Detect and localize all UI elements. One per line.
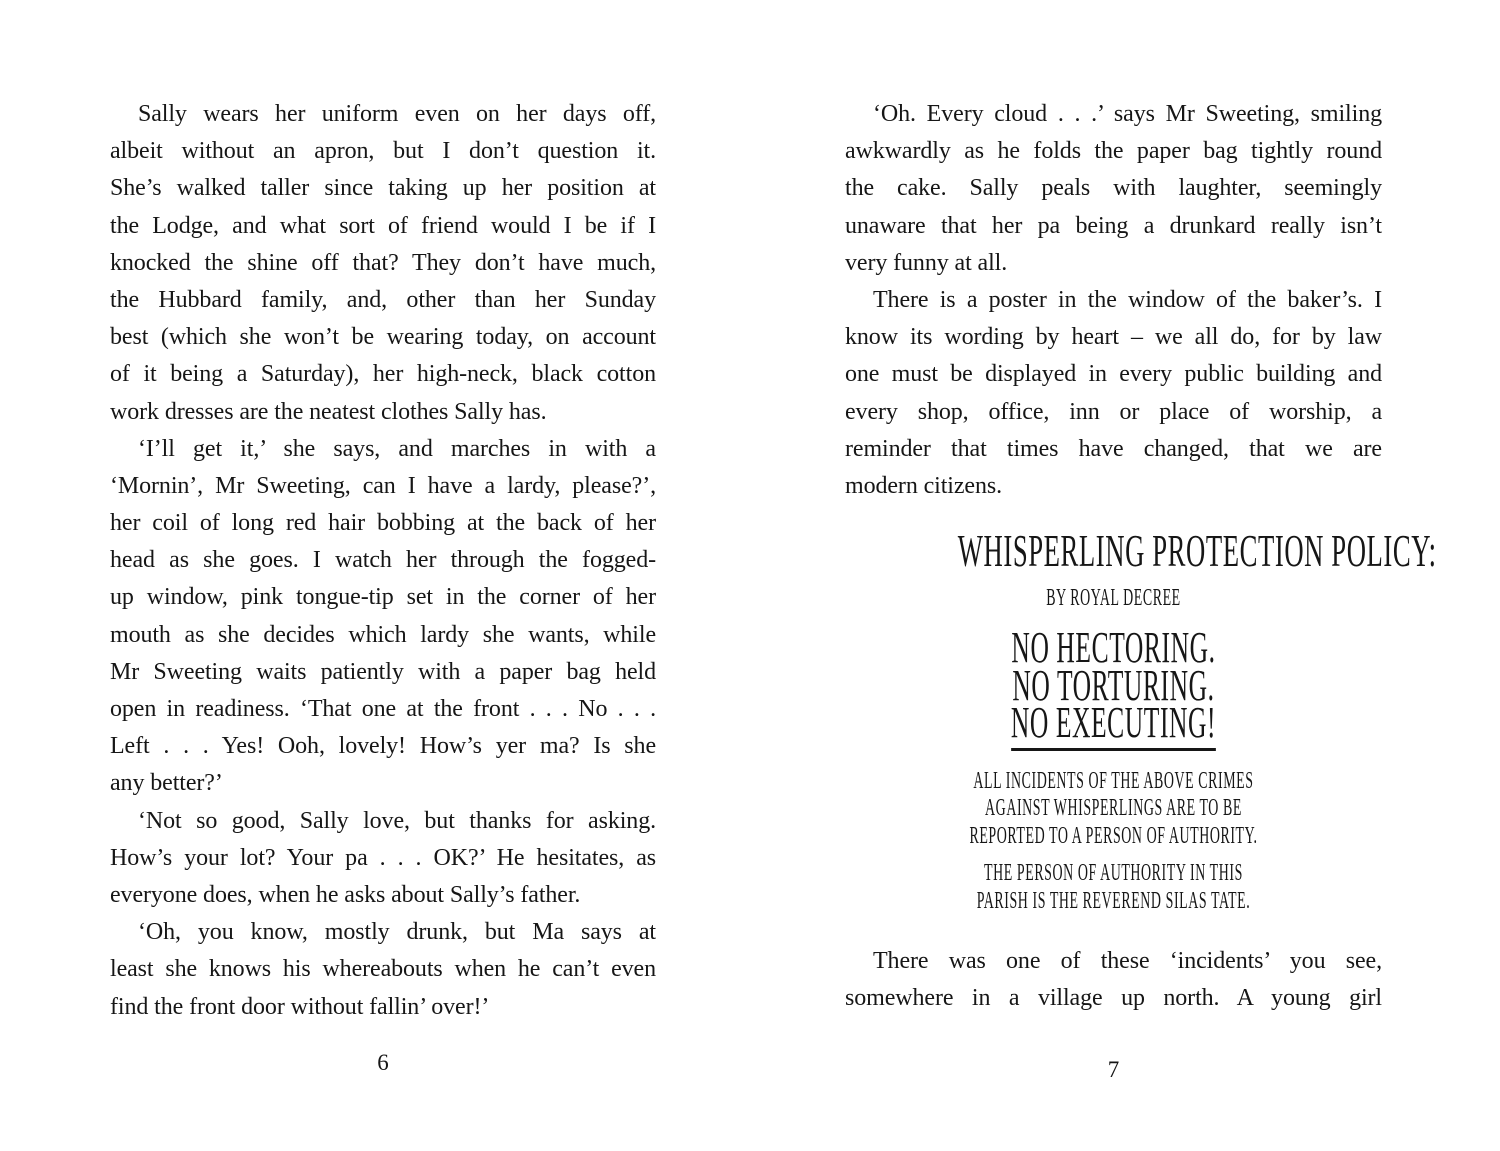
text-line: ‘Oh, you know, mostly drunk, but Ma says at [138, 919, 656, 946]
text-line: any better?’ [110, 770, 223, 797]
page-left-body-text [110, 96, 656, 1026]
poster-text-line: PARISH IS THE REVEREND SILAS TATE. [976, 887, 1251, 914]
poster-text-line: ALL INCIDENTS OF THE ABOVE CRIMES [973, 767, 1254, 794]
text-line: one must be displayed in every public building and [845, 361, 1382, 388]
text-line: albeit without an apron, but I don’t question it. [110, 138, 656, 165]
poster-rule-text: NO EXECUTING! [1011, 698, 1216, 751]
poster-text-line: THE PERSON OF AUTHORITY IN THIS [984, 860, 1243, 887]
page-right-body-text-bottom [845, 943, 1382, 1017]
text-line: unaware that her pa being a drunkard really isn’t [845, 212, 1382, 239]
text-line: know its wording by heart – we all do, for by law [845, 324, 1382, 351]
text-line: the Hubbard family, and, other than her Sunday [110, 286, 656, 313]
page-right-body-text-top [845, 96, 1382, 505]
whisperling-protection-poster [845, 523, 1437, 915]
text-line: work dresses are the neatest clothes Sally has. [110, 398, 547, 425]
text-line: the Lodge, and what sort of friend would I be if I [110, 212, 656, 239]
text-line: mouth as she decides which lardy she wants, while [110, 621, 656, 648]
poster-text-line: AGAINST WHISPERLINGS ARE TO BE [985, 795, 1242, 822]
text-line: find the front door without fallin’ over!’ [110, 993, 490, 1020]
text-line: ‘I’ll get it,’ she says, and marches in with a [138, 435, 656, 462]
poster-rule-text: NO TORTURING. [1012, 660, 1215, 710]
text-line: knocked the shine off that? They don’t have much, [110, 249, 656, 276]
text-line: How’s your lot? Your pa . . . OK?’ He hesitates, as [110, 844, 656, 871]
text-line: every shop, office, inn or place of worship, a [845, 398, 1382, 425]
paragraph [110, 914, 656, 1026]
paragraph [845, 96, 1382, 282]
poster-rule-text: NO HECTORING. [1011, 623, 1216, 673]
text-line: There is a poster in the window of the baker’s. I [873, 286, 1382, 313]
text-line: reminder that times have changed, that we are [845, 435, 1382, 462]
text-line: Mr Sweeting waits patiently with a paper bag held [110, 658, 656, 685]
page-number-left: 6 [377, 1050, 389, 1075]
poster-subtitle: BY ROYAL DECREE [1046, 585, 1181, 612]
paragraph [110, 431, 656, 803]
paragraph [110, 96, 656, 431]
text-line: of it being a Saturday), her high-neck, black cotton [110, 361, 656, 388]
page-right [845, 96, 1437, 1017]
text-line: head as she goes. I watch her through the fogged- [110, 547, 656, 574]
text-line: Sally wears her uniform even on her days off, [138, 101, 656, 127]
text-line: ‘Not so good, Sally love, but thanks for asking. [138, 807, 656, 834]
text-line: best (which she won’t be wearing today, on account [110, 324, 656, 351]
text-line: There was one of these ‘incidents’ you see, [873, 948, 1382, 975]
text-line: ‘Oh. Every cloud . . .’ says Mr Sweeting, smiling [873, 101, 1382, 127]
poster-rules [845, 623, 1382, 748]
text-line: very funny at all. [845, 249, 1008, 276]
poster-notice-report [845, 768, 1382, 851]
poster-rule-line [958, 698, 1269, 748]
text-line: ‘Mornin’, Mr Sweeting, can I have a lardy, please?’, [110, 472, 656, 499]
text-line: open in readiness. ‘That one at the front . . . No . . . [110, 696, 656, 722]
page-number-right: 7 [1107, 1057, 1120, 1082]
paragraph [110, 803, 656, 915]
text-line: Left . . . Yes! Ooh, lovely! How’s yer ma? Is she [110, 733, 656, 760]
text-line: everyone does, when he asks about Sally’s father. [110, 881, 581, 908]
text-line: the cake. Sally peals with laughter, seemingly [845, 175, 1382, 202]
paragraph [845, 282, 1382, 505]
text-line: her coil of long red hair bobbing at the back of her [110, 510, 656, 537]
paragraph [845, 943, 1382, 1017]
text-line: modern citizens. [845, 472, 1003, 499]
text-line: She’s walked taller since taking up her position at [110, 175, 656, 202]
page-left [110, 96, 656, 1026]
poster-text-line: REPORTED TO A PERSON OF AUTHORITY. [969, 822, 1258, 849]
poster-title: WHISPERLING PROTECTION POLICY: [957, 525, 1437, 577]
poster-notice-authority [845, 860, 1382, 915]
text-line: somewhere in a village up north. A young girl [845, 985, 1382, 1012]
text-line: up window, pink tongue-tip set in the corner of her [110, 584, 656, 611]
text-line: least she knows his whereabouts when he can’t even [110, 956, 656, 983]
text-line: awkwardly as he folds the paper bag tightly round [845, 138, 1382, 165]
